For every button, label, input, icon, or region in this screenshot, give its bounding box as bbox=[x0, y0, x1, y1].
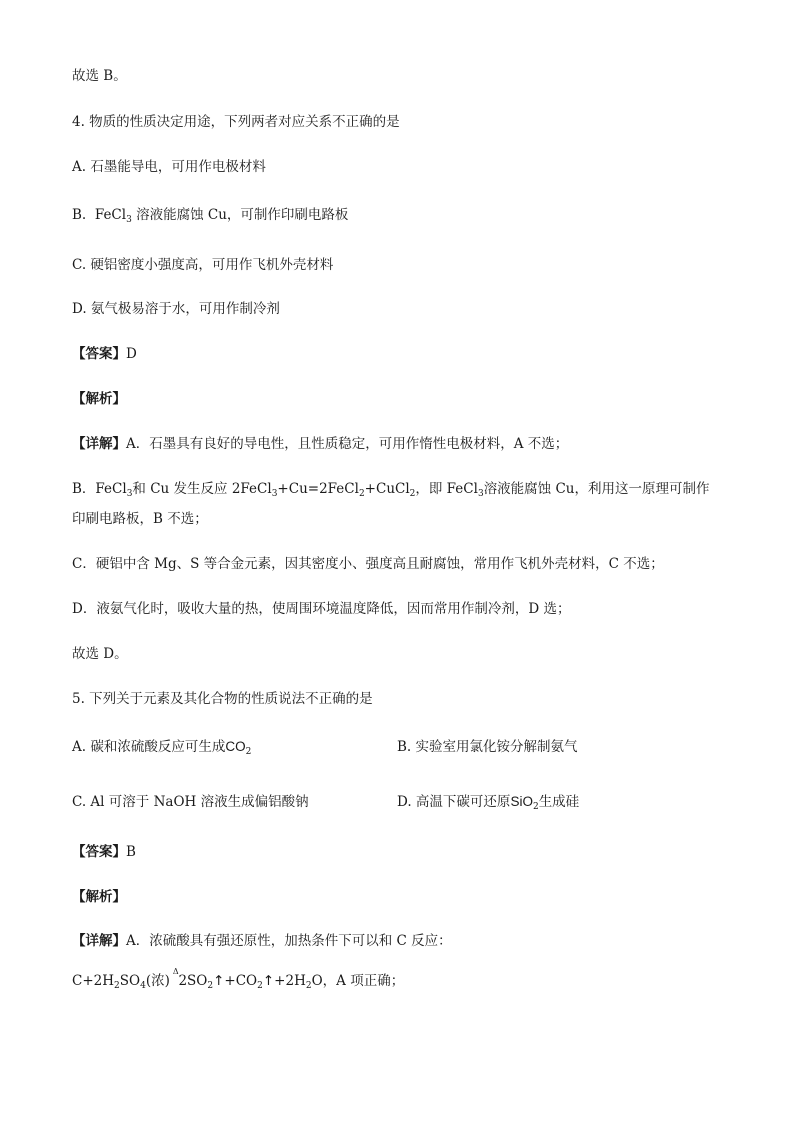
q4-analysis-tag bbox=[72, 389, 126, 409]
q5-option-b: B. 实验室用氯化铵分解制氨气 bbox=[397, 739, 578, 755]
detail-a-text: A．石墨具有良好的导电性，且性质稳定，可用作惰性电极材料，A 不选； bbox=[126, 436, 569, 452]
answer-value: B bbox=[126, 844, 136, 860]
analysis-tag: 【解析】 bbox=[72, 889, 126, 905]
q5-analysis-tag bbox=[72, 887, 126, 907]
q4-option-b-text: 溶液能腐蚀 Cu，可制作印刷电路板 bbox=[136, 207, 349, 223]
detail-tag: 【详解】 bbox=[72, 436, 126, 452]
answer-tag: 【答案】 bbox=[72, 346, 126, 362]
q5-option-d: D. 高温下碳可还原SiO$_2$生成硅 bbox=[397, 794, 580, 812]
q4-option-d: D. 氨气极易溶于水，可用作制冷剂 bbox=[72, 301, 280, 317]
subscript: 3 bbox=[126, 215, 132, 225]
fecl3-formula: FeCl bbox=[94, 207, 127, 223]
q5-option-a: A. 碳和浓硫酸反应可生成$CO_2$ bbox=[72, 739, 252, 757]
question-4-stem: 4. 物质的性质决定用途，下列两者对应关系不正确的是 bbox=[72, 114, 400, 130]
q5-detail-a bbox=[72, 931, 452, 951]
q5-equation: $C+2H_2SO_4$(浓) Δ $2SO_2↑+CO_2↑+2H_2O$，A 项正确； bbox=[72, 967, 405, 991]
detail-tag: 【详解】 bbox=[72, 933, 126, 949]
q4-detail-b: B．FeCl$_3$和 Cu 发生反应 2FeCl$_3$+Cu=2FeCl$_2$+CuCl$_2$，即 FeCl$_3$溶液能腐蚀 Cu，利用这一原理可制作印刷电路板，B 不选； bbox=[72, 481, 710, 527]
analysis-tag: 【解析】 bbox=[72, 391, 126, 407]
q4-answer bbox=[72, 344, 137, 364]
detail-a-text: A．浓硫酸具有强还原性，加热条件下可以和 C 反应： bbox=[126, 933, 452, 949]
q4-option-c: C. 硬铝密度小强度高，可用作飞机外壳材料 bbox=[72, 257, 334, 273]
q4-detail-c: C．硬铝中含 Mg、S 等合金元素，因其密度小、强度高且耐腐蚀，常用作飞机外壳材料，C 不选； bbox=[72, 556, 664, 572]
q4-option-b bbox=[72, 205, 348, 225]
q4-option-a: A. 石墨能导电，可用作电极材料 bbox=[72, 159, 266, 175]
heat-condition: Δ bbox=[172, 967, 179, 976]
q5-option-c: C. Al 可溶于 NaOH 溶液生成偏铝酸钠 bbox=[72, 794, 309, 810]
answer-value: D bbox=[126, 346, 137, 362]
q5-answer bbox=[72, 842, 136, 862]
answer-tag: 【答案】 bbox=[72, 844, 126, 860]
q4-detail-d: D．液氨气化时，吸收大量的热，使周围环境温度降低，因而常用作制冷剂，D 选； bbox=[72, 601, 571, 617]
q4-detail-a bbox=[72, 434, 568, 454]
q4-option-b-label: B. bbox=[72, 207, 87, 223]
previous-conclusion: 故选 B。 bbox=[72, 68, 127, 84]
question-5-stem: 5. 下列关于元素及其化合物的性质说法不正确的是 bbox=[72, 691, 373, 707]
q4-conclusion: 故选 D。 bbox=[72, 646, 128, 662]
